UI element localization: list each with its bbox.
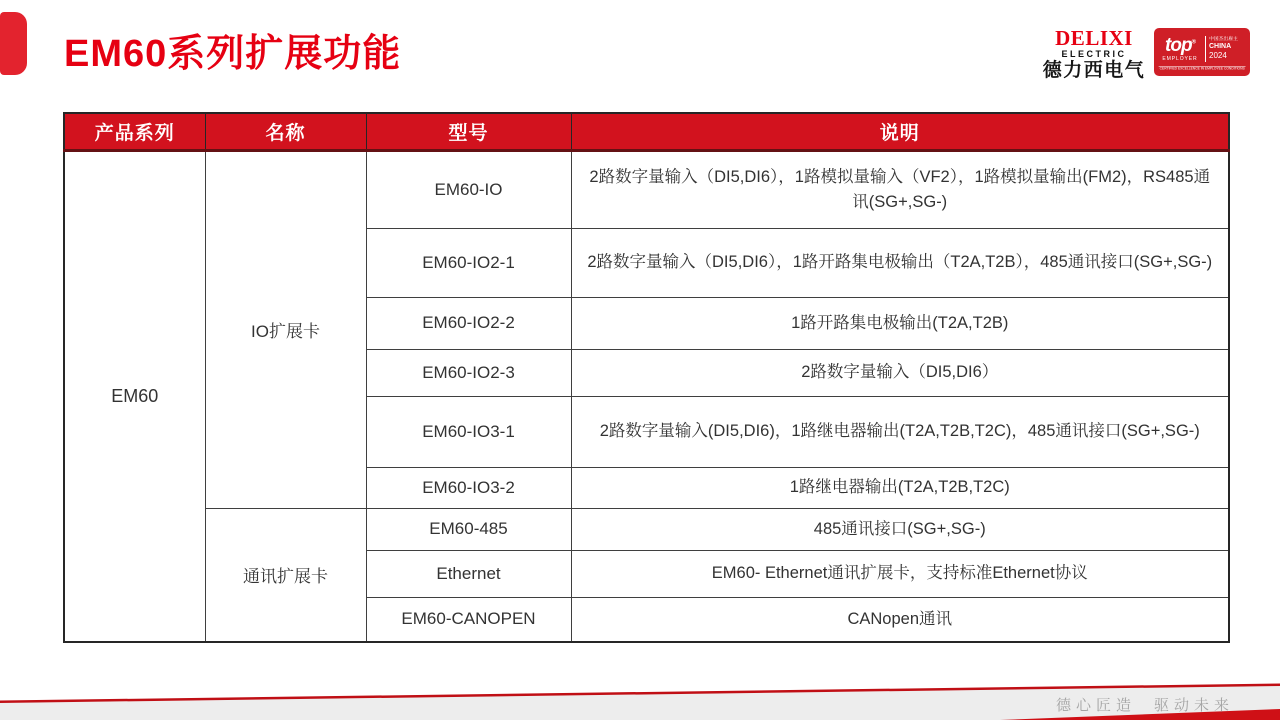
model-cell: EM60-IO (366, 150, 571, 228)
model-cell: EM60-485 (366, 508, 571, 550)
description-cell: 2路数字量输入(DI5,DI6)，1路继电器输出(T2A,T2B,T2C)，485通讯接口(SG+,SG-) (571, 396, 1229, 467)
top-employer-badge (1154, 28, 1250, 76)
badge-divider (1205, 36, 1206, 62)
table-header-row (64, 113, 1229, 150)
model-cell: EM60-IO2-1 (366, 228, 571, 297)
badge-year-label: 2024 (1209, 51, 1227, 61)
description-cell: 2路数字量输入（DI5,DI6），1路模拟量输入（VF2），1路模拟量输出(FM2)，RS485通讯(SG+,SG-) (571, 150, 1229, 228)
header-model: 型号 (366, 113, 571, 150)
description-cell: 1路继电器输出(T2A,T2B,T2C) (571, 467, 1229, 508)
description-cell: EM60- Ethernet通讯扩展卡，支持标准Ethernet协议 (571, 550, 1229, 597)
description-cell: CANopen通讯 (571, 597, 1229, 642)
description-cell: 2路数字量输入（DI5,DI6），1路开路集电极输出（T2A,T2B），485通讯接口(SG+,SG-) (571, 228, 1229, 297)
top-employer-logo: top® (1165, 34, 1195, 56)
delixi-logo-electric-label: ELECTRIC (1061, 49, 1127, 59)
footer-slogan-left: 德心匠造 (1055, 697, 1136, 714)
badge-country-label: CHINA (1209, 43, 1232, 51)
model-cell: Ethernet (366, 550, 571, 597)
table-row (64, 150, 1229, 228)
top-employer-label: EMPLOYER (1162, 55, 1198, 62)
description-cell: 1路开路集电极输出(T2A,T2B) (571, 297, 1229, 349)
top-employer-badge-main (1158, 31, 1246, 66)
model-cell: EM60-IO2-3 (366, 349, 571, 396)
delixi-logo-chinese-name: 德力西电气 (1042, 60, 1146, 81)
footer-slogan-right: 驱动未来 (1153, 697, 1234, 714)
delixi-logo (1042, 28, 1146, 80)
top-employer-badge-left (1158, 36, 1202, 62)
description-cell: 485通讯接口(SG+,SG-) (571, 508, 1229, 550)
product-series-cell: EM60 (64, 150, 205, 642)
delixi-logo-wordmark: DELIXI (1055, 26, 1133, 50)
brand-group (1042, 28, 1252, 80)
header-description: 说明 (571, 113, 1229, 150)
footer-slogan (1056, 694, 1234, 715)
header-name: 名称 (205, 113, 366, 150)
model-cell: EM60-CANOPEN (366, 597, 571, 642)
title-accent-bar (0, 12, 27, 75)
table-row (64, 508, 1229, 550)
badge-caption: CERTIFIED EXCELLENCE IN EMPLOYEE CONDITIONS (1159, 67, 1245, 71)
model-cell: EM60-IO3-2 (366, 467, 571, 508)
group-comm-expansion-cell: 通讯扩展卡 (205, 508, 366, 642)
header-product-series: 产品系列 (64, 113, 205, 150)
model-cell: EM60-IO2-2 (366, 297, 571, 349)
group-io-expansion-cell: IO扩展卡 (205, 150, 366, 508)
page-title: EM60系列扩展功能 (64, 33, 402, 75)
model-cell: EM60-IO3-1 (366, 396, 571, 467)
badge-chinese-label: 中国杰出雇主 (1209, 37, 1238, 42)
description-cell: 2路数字量输入（DI5,DI6） (571, 349, 1229, 396)
expansion-function-table (63, 112, 1230, 643)
top-employer-badge-right (1209, 36, 1246, 60)
